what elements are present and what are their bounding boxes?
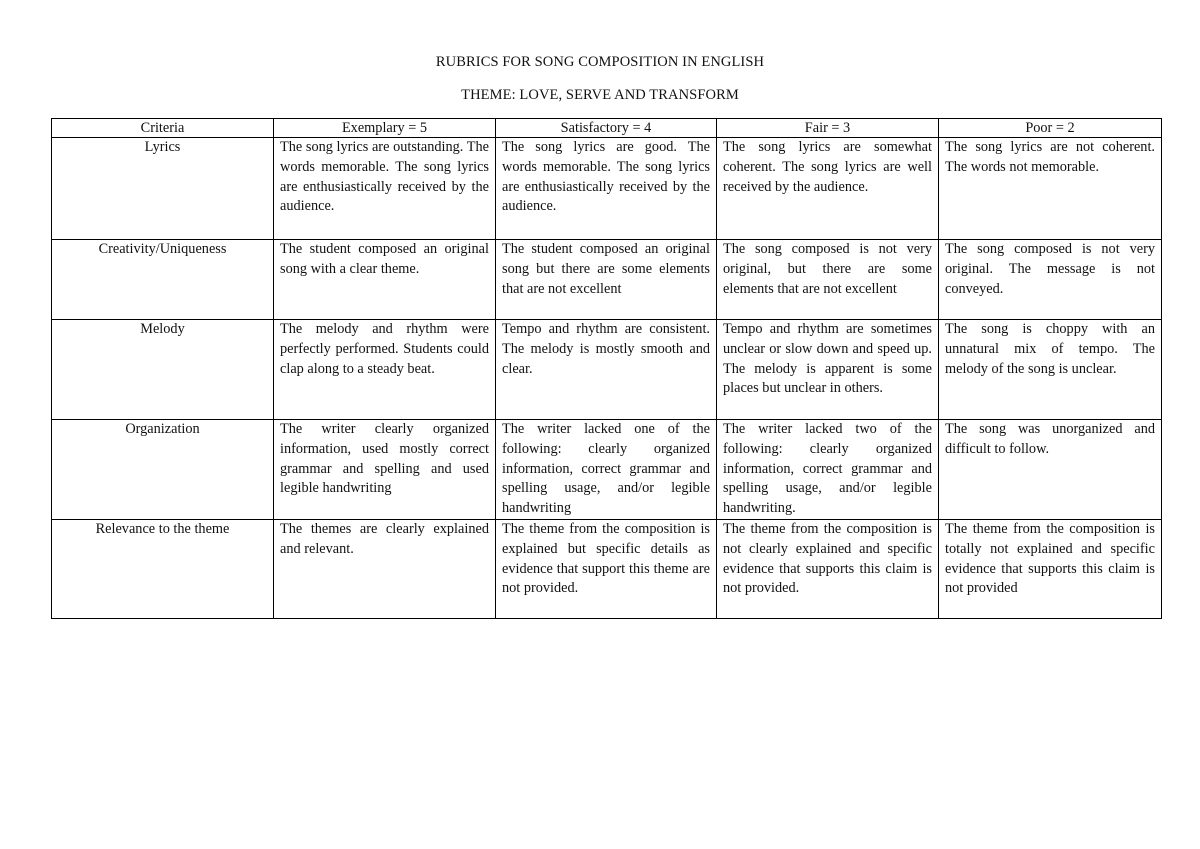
satisfactory-cell: The student composed an original song but there are some elements that are not excellent: [496, 240, 717, 320]
criteria-cell: Melody: [52, 320, 274, 420]
document-title: RUBRICS FOR SONG COMPOSITION IN ENGLISH: [435, 54, 765, 70]
fair-cell: The theme from the composition is not clearly explained and specific evidence that supports this claim is not provided.: [717, 519, 939, 618]
exemplary-cell: The song lyrics are outstanding. The words memorable. The song lyrics are enthusiastically received by the audience.: [274, 138, 496, 240]
poor-cell: The song composed is not very original. The message is not conveyed.: [939, 240, 1162, 320]
table-row: [52, 320, 1162, 420]
exemplary-cell: The themes are clearly explained and relevant.: [274, 519, 496, 618]
fair-cell: The writer lacked two of the following: clearly organized information, correct grammar and spelling usage, and/or legible handwriting.: [717, 420, 939, 520]
satisfactory-cell: The song lyrics are good. The words memorable. The song lyrics are enthusiastically received by the audience.: [496, 138, 717, 240]
table-row: [52, 420, 1162, 520]
poor-cell: The song was unorganized and difficult to follow.: [939, 420, 1162, 520]
criteria-cell: Relevance to the theme: [52, 519, 274, 618]
satisfactory-cell: The theme from the composition is explained but specific details as evidence that support this theme are not provided.: [496, 519, 717, 618]
header-criteria: Criteria: [52, 119, 274, 138]
satisfactory-cell: The writer lacked one of the following: clearly organized information, correct grammar and spelling usage, and/or legible handwriting: [496, 420, 717, 520]
table-row: [52, 138, 1162, 240]
satisfactory-cell: Tempo and rhythm are consistent. The melody is mostly smooth and clear.: [496, 320, 717, 420]
fair-cell: The song composed is not very original, but there are some elements that are not excellent: [717, 240, 939, 320]
header-fair: Fair = 3: [717, 119, 939, 138]
poor-cell: The song lyrics are not coherent. The words not memorable.: [939, 138, 1162, 240]
document-subtitle: THEME: LOVE, SERVE AND TRANSFORM: [461, 87, 739, 103]
fair-cell: Tempo and rhythm are sometimes unclear or slow down and speed up. The melody is apparent is some places but unclear in others.: [717, 320, 939, 420]
criteria-cell: Lyrics: [52, 138, 274, 240]
poor-cell: The theme from the composition is totally not explained and specific evidence that supports this claim is not provided: [939, 519, 1162, 618]
header-satisfactory: Satisfactory = 4: [496, 119, 717, 138]
header-poor: Poor = 2: [939, 119, 1162, 138]
rubric-table: [51, 118, 1162, 619]
table-header-row: [52, 119, 1162, 138]
header-exemplary: Exemplary = 5: [274, 119, 496, 138]
exemplary-cell: The writer clearly organized information, used mostly correct grammar and spelling and used legible handwriting: [274, 420, 496, 520]
criteria-cell: Creativity/Uniqueness: [52, 240, 274, 320]
table-row: [52, 519, 1162, 618]
fair-cell: The song lyrics are somewhat coherent. The song lyrics are well received by the audience.: [717, 138, 939, 240]
poor-cell: The song is choppy with an unnatural mix of tempo. The melody of the song is unclear.: [939, 320, 1162, 420]
exemplary-cell: The melody and rhythm were perfectly performed. Students could clap along to a steady beat.: [274, 320, 496, 420]
exemplary-cell: The student composed an original song with a clear theme.: [274, 240, 496, 320]
table-row: [52, 240, 1162, 320]
criteria-cell: Organization: [52, 420, 274, 520]
